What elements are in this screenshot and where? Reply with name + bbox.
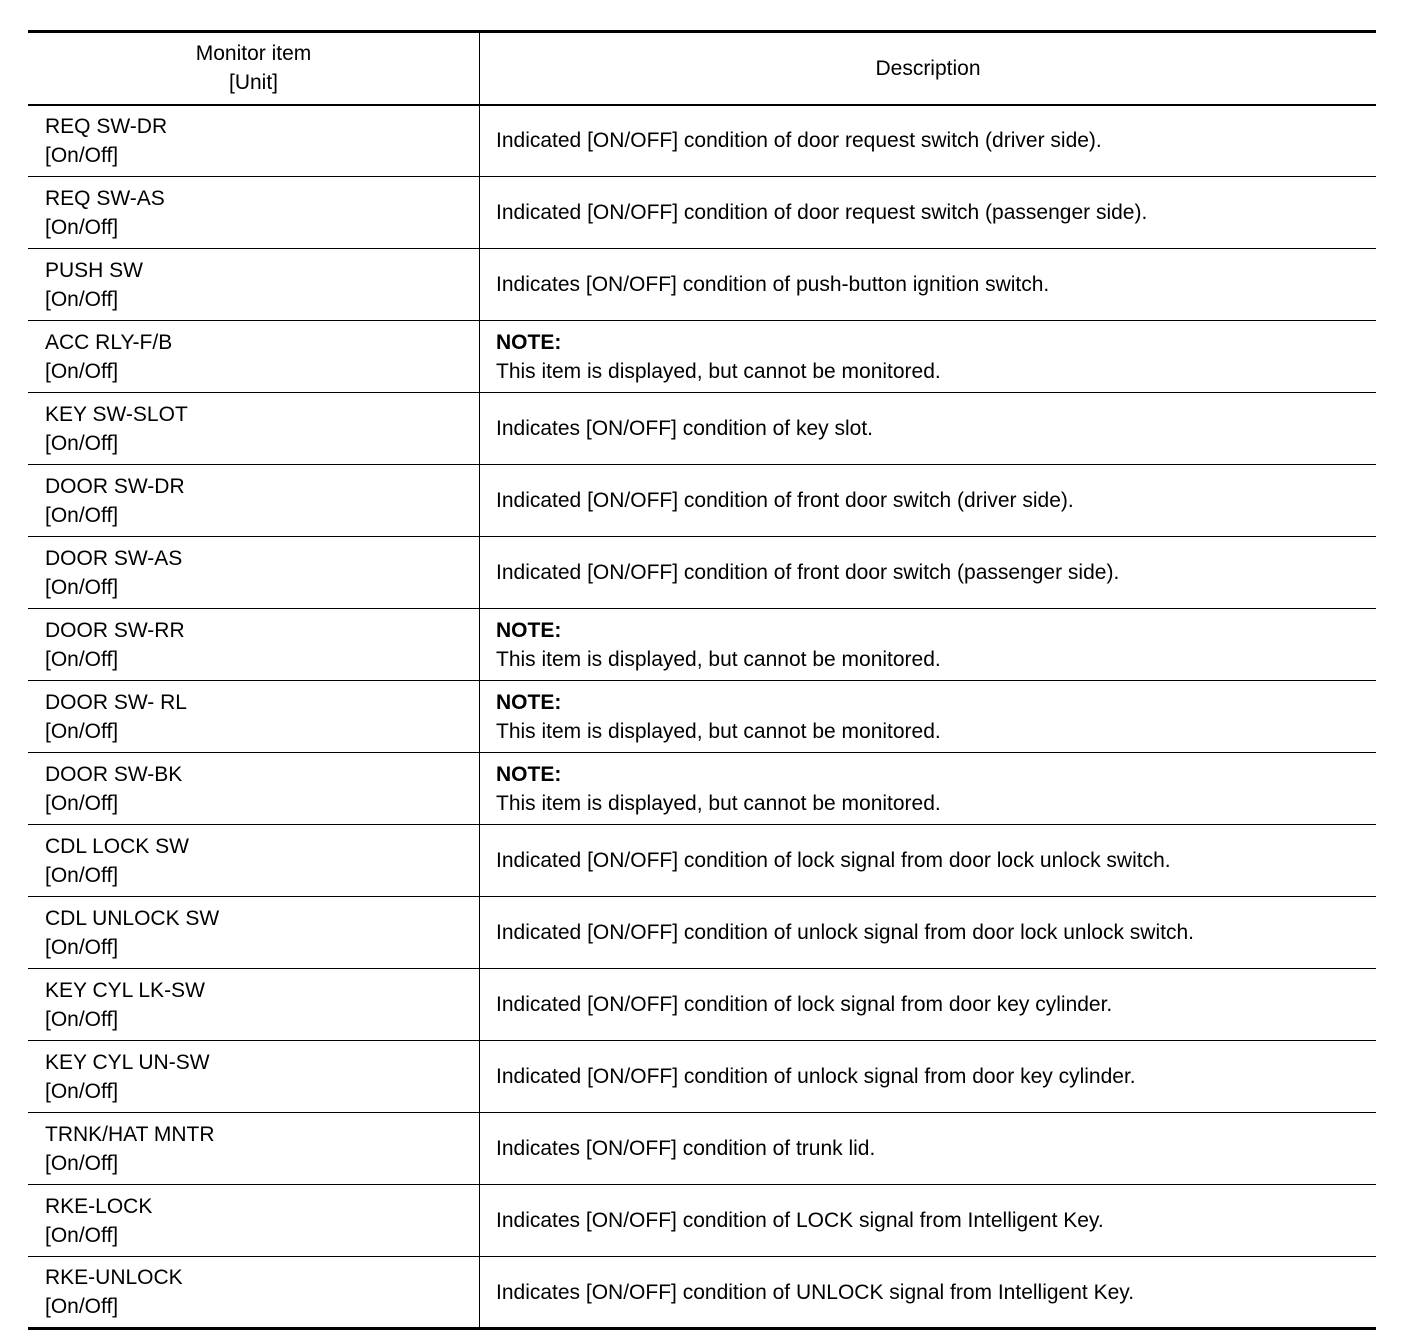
table-row	[28, 1041, 1376, 1113]
header-monitor-item	[28, 32, 480, 105]
item-name: REQ SW-DR	[45, 114, 168, 138]
item-name: CDL LOCK SW	[45, 834, 189, 858]
item-name: DOOR SW-DR	[45, 474, 185, 498]
table-row	[28, 1185, 1376, 1257]
item-name: RKE-LOCK	[45, 1194, 153, 1218]
item-name: RKE-UNLOCK	[45, 1266, 183, 1289]
table-row	[28, 249, 1376, 321]
table-row	[28, 681, 1376, 753]
item-unit: [On/Off]	[45, 359, 119, 383]
item-unit: [On/Off]	[45, 503, 119, 527]
description-cell: Indicated [ON/OFF] condition of lock signal from door key cylinder.	[480, 969, 1377, 1041]
table-row	[28, 609, 1376, 681]
monitor-item-cell	[28, 105, 480, 177]
monitor-item-table	[28, 30, 1376, 1330]
item-name: DOOR SW- RL	[45, 690, 187, 714]
description-cell: Indicated [ON/OFF] condition of door request switch (driver side).	[480, 105, 1377, 177]
table-row	[28, 753, 1376, 825]
item-name: DOOR SW-BK	[45, 762, 183, 786]
item-unit: [On/Off]	[45, 215, 119, 239]
description-cell: Indicates [ON/OFF] condition of trunk lid.	[480, 1113, 1377, 1185]
description-cell: Indicated [ON/OFF] condition of front door switch (driver side).	[480, 465, 1377, 537]
item-unit: [On/Off]	[45, 287, 119, 311]
monitor-item-cell	[28, 753, 480, 825]
item-unit: [On/Off]	[45, 1295, 119, 1318]
item-name: ACC RLY-F/B	[45, 330, 173, 354]
header-item-unit: [Unit]	[228, 71, 278, 95]
description-cell: Indicates [ON/OFF] condition of push-button ignition switch.	[480, 249, 1377, 321]
item-unit: [On/Off]	[45, 647, 119, 671]
monitor-item-cell	[28, 537, 480, 609]
table-row	[28, 1113, 1376, 1185]
monitor-item-cell	[28, 897, 480, 969]
note-text: This item is displayed, but cannot be monitored.	[496, 647, 941, 671]
description-cell: Indicates [ON/OFF] condition of LOCK signal from Intelligent Key.	[480, 1185, 1377, 1257]
note-text: This item is displayed, but cannot be monitored.	[496, 791, 941, 815]
monitor-item-cell	[28, 393, 480, 465]
item-unit: [On/Off]	[45, 143, 119, 167]
item-unit: [On/Off]	[45, 1079, 119, 1103]
description-cell: Indicated [ON/OFF] condition of unlock signal from door lock unlock switch.	[480, 897, 1377, 969]
description-cell: Indicated [ON/OFF] condition of lock signal from door lock unlock switch.	[480, 825, 1377, 897]
description-cell: Indicated [ON/OFF] condition of front door switch (passenger side).	[480, 537, 1377, 609]
item-name: TRNK/HAT MNTR	[45, 1122, 215, 1146]
monitor-item-cell	[28, 609, 480, 681]
monitor-item-cell	[28, 1257, 480, 1329]
table-body	[28, 105, 1376, 1329]
table-row	[28, 393, 1376, 465]
item-name: KEY CYL LK-SW	[45, 978, 205, 1002]
monitor-item-cell	[28, 465, 480, 537]
item-name: DOOR SW-RR	[45, 618, 185, 642]
item-name: REQ SW-AS	[45, 186, 165, 210]
description-cell	[480, 321, 1377, 393]
table-row	[28, 465, 1376, 537]
note-text: This item is displayed, but cannot be monitored.	[496, 719, 941, 743]
table-row	[28, 897, 1376, 969]
table-row	[28, 1257, 1376, 1329]
note-text: This item is displayed, but cannot be monitored.	[496, 359, 941, 383]
note-label: NOTE:	[496, 690, 562, 714]
monitor-item-cell	[28, 177, 480, 249]
monitor-item-table-container	[28, 30, 1376, 1330]
table-header-row	[28, 32, 1376, 105]
item-unit: [On/Off]	[45, 1007, 119, 1031]
monitor-item-cell	[28, 969, 480, 1041]
description-cell	[480, 609, 1377, 681]
item-unit: [On/Off]	[45, 719, 119, 743]
table-row	[28, 105, 1376, 177]
table-row	[28, 321, 1376, 393]
description-cell	[480, 753, 1377, 825]
item-name: PUSH SW	[45, 258, 144, 282]
description-cell: Indicates [ON/OFF] condition of key slot.	[480, 393, 1377, 465]
table-row	[28, 969, 1376, 1041]
header-description: Description	[480, 32, 1377, 105]
item-unit: [On/Off]	[45, 431, 119, 455]
item-unit: [On/Off]	[45, 791, 119, 815]
item-unit: [On/Off]	[45, 863, 119, 887]
item-unit: [On/Off]	[45, 1223, 119, 1247]
description-cell: Indicated [ON/OFF] condition of door request switch (passenger side).	[480, 177, 1377, 249]
note-label: NOTE:	[496, 330, 562, 354]
description-cell	[480, 681, 1377, 753]
table-row	[28, 177, 1376, 249]
description-cell: Indicates [ON/OFF] condition of UNLOCK signal from Intelligent Key.	[480, 1257, 1377, 1329]
monitor-item-cell	[28, 1041, 480, 1113]
table-row	[28, 537, 1376, 609]
item-unit: [On/Off]	[45, 575, 119, 599]
item-unit: [On/Off]	[45, 1151, 119, 1175]
monitor-item-cell	[28, 1113, 480, 1185]
note-label: NOTE:	[496, 762, 562, 786]
monitor-item-cell	[28, 249, 480, 321]
item-name: KEY CYL UN-SW	[45, 1050, 210, 1074]
note-label: NOTE:	[496, 618, 562, 642]
item-name: CDL UNLOCK SW	[45, 906, 220, 930]
description-cell: Indicated [ON/OFF] condition of unlock signal from door key cylinder.	[480, 1041, 1377, 1113]
monitor-item-cell	[28, 825, 480, 897]
monitor-item-cell	[28, 1185, 480, 1257]
item-name: DOOR SW-AS	[45, 546, 183, 570]
header-item-title: Monitor item	[195, 42, 312, 66]
item-unit: [On/Off]	[45, 935, 119, 959]
monitor-item-cell	[28, 681, 480, 753]
item-name: KEY SW-SLOT	[45, 402, 188, 426]
table-row	[28, 825, 1376, 897]
monitor-item-cell	[28, 321, 480, 393]
